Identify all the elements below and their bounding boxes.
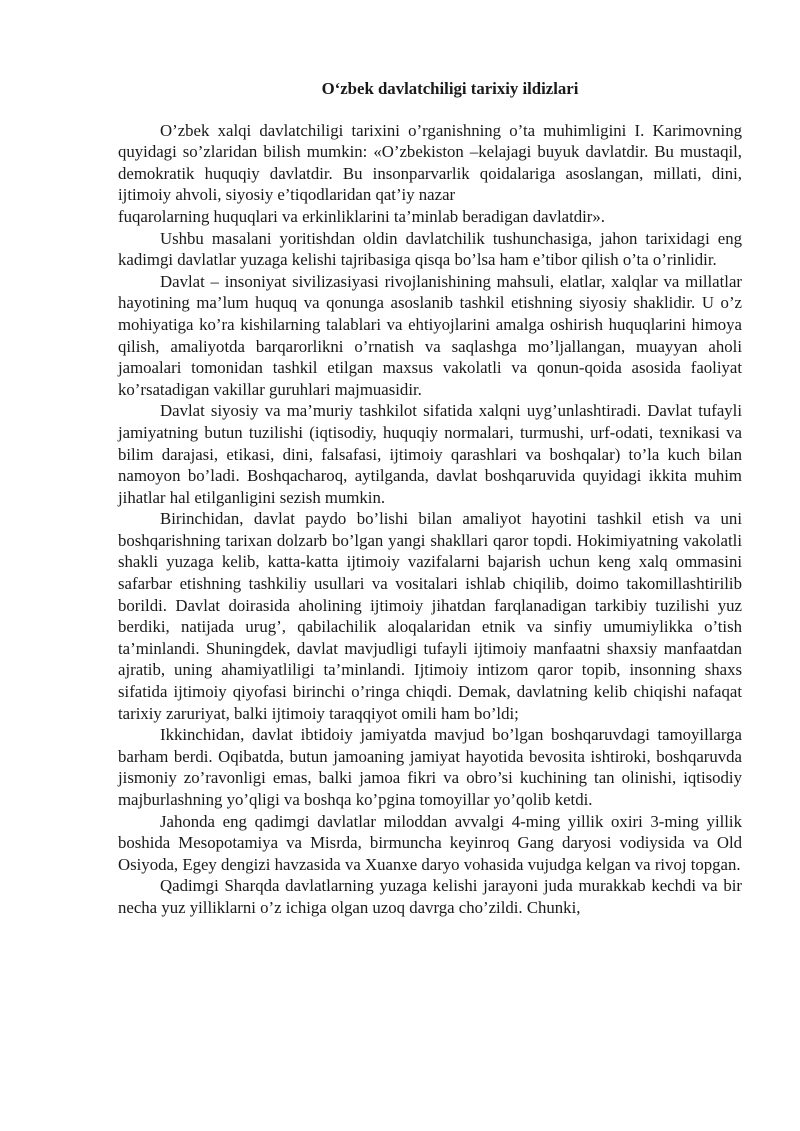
paragraph-3: Davlat – insoniyat sivilizasiyasi rivojlanishining mahsuli, elatlar, xalqlar va millatlar hayotining ma’lum huquq va qonunga asoslanib tashkil etishning siyosiy shaklidir. U o’z mohiyatiga ko’ra kishilarning talablari va ehtiyojlarini amalga oshirish huquqlarini himoya qilish, amaliyotda barqarorlikni o’rnatish va saqlashga mo’ljallangan, muayyan aholi jamoalari tomonidan tashkil etilgan maxsus vakolatli va qonun-qoida asosida faoliyat ko’rsatadigan vakillar guruhlari majmuasidir.: [118, 271, 742, 399]
paragraph-4: Davlat siyosiy va ma’muriy tashkilot sifatida xalqni uyg’unlashtiradi. Davlat tufayli jamiyatning butun tuzilishi (iqtisodiy, huquqiy normalari, turmushi, urf-odati, texnikasi va bilim darajasi, etikasi, dini, falsafasi, ijtimoiy qarashlari va boshqalar) to’la kuch bilan namoyon bo’ladi. Boshqacharoq, aytilganda, davlat boshqaruvida quyidagi ikkita muhim jihatlar hal etilganligini sezish mumkin.: [118, 401, 742, 507]
document-title: O‘zbek davlatchiligi tarixiy ildizlari: [321, 79, 579, 98]
paragraph-6: Ikkinchidan, davlat ibtidoiy jamiyatda mavjud bo’lgan boshqaruvdagi tamoyillarga barham berdi. Oqibatda, butun jamoaning jamiyat hayotida bevosita ishtiroki, boshqaruvda jismoniy zo’ravonligi emas, balki jamoa fikri va obro’si kuchining tan olinishi, iqtisodiy majburlashning yo’qligi va boshqa ko’pgina tomoyillar yo’qolib ketdi.: [118, 725, 742, 809]
paragraph-1-continuation: fuqarolarning huquqlari va erkinliklarini ta’minlab beradigan davlatdir».: [118, 206, 605, 226]
paragraph-8: Qadimgi Sharqda davlatlarning yuzaga kelishi jarayoni juda murakkab kechdi va bir necha yuz yilliklarni o’z ichiga olgan uzoq davrga cho’zildi. Chunki,: [118, 876, 742, 917]
paragraph-2: Ushbu masalani yoritishdan oldin davlatchilik tushunchasiga, jahon tarixidagi eng kadimgi davlatlar yuzaga kelishi tajribasiga qisqa bo’lsa ham e’tibor qilish o’ta o’rinlidir.: [118, 228, 742, 270]
paragraph-7: Jahonda eng qadimgi davlatlar miloddan avvalgi 4-ming yillik oxiri 3-ming yillik boshida Mesopotamiya va Misrda, birmuncha keyinroq Gang daryosi vodiysida va Old Osiyoda, Egey dengizi havzasida va Xuanxe daryo vohasida vujudga kelgan va rivoj topgan.: [118, 811, 742, 874]
paragraph-5: Birinchidan, davlat paydo bo’lishi bilan amaliyot hayotini tashkil etish va uni boshqarishning tarixan dolzarb bo’lgan yangi shakllari qaror topdi. Hokimiyatning vakolatli shakli yuzaga kelib, katta-katta ijtimoiy vazifalarni bajarish uchun keng xalq ommasini safarbar etishning tashkiliy usullari va vositalari ishlab chiqilib, doimo takomillashtirilib borildi. Davlat doirasida aholining ijtimoiy jihatdan farqlanadigan tarkibiy tuzilishi yuz berdiki, natijada urug’, qabilachilik aloqalaridan etnik va sinfiy umumiylikka o’tish ta’minlandi. Shuningdek, davlat mavjudligi tufayli ijtimoiy manfaatni shaxsiy manfaatdan ajratib, uning ahamiyatliligi ta’minlandi. Ijtimoiy intizom qaror topib, insonning shaxs sifatida ijtimoiy qiyofasi birinchi o’ringa chiqdi. Demak, davlatning kelib chiqishi nafaqat tarixiy zaruriyat, balki ijtimoiy taraqqiyot omili ham bo’ldi;: [118, 509, 742, 723]
paragraph-1: O’zbek xalqi davlatchiligi tarixini o’rganishning o’ta muhimligini I. Karimovning quyidagi so’zlaridan bilish mumkin: «O’zbekiston –kelajagi buyuk davlatdir. Bu mustaqil, demokratik huquqiy davlatdir. Bu insonparvarlik qoidalariga asoslangan, millati, dini, ijtimoiy ahvoli, siyosiy e’tiqodlaridan qat’iy nazar: [118, 120, 742, 205]
document-page: [118, 78, 742, 919]
